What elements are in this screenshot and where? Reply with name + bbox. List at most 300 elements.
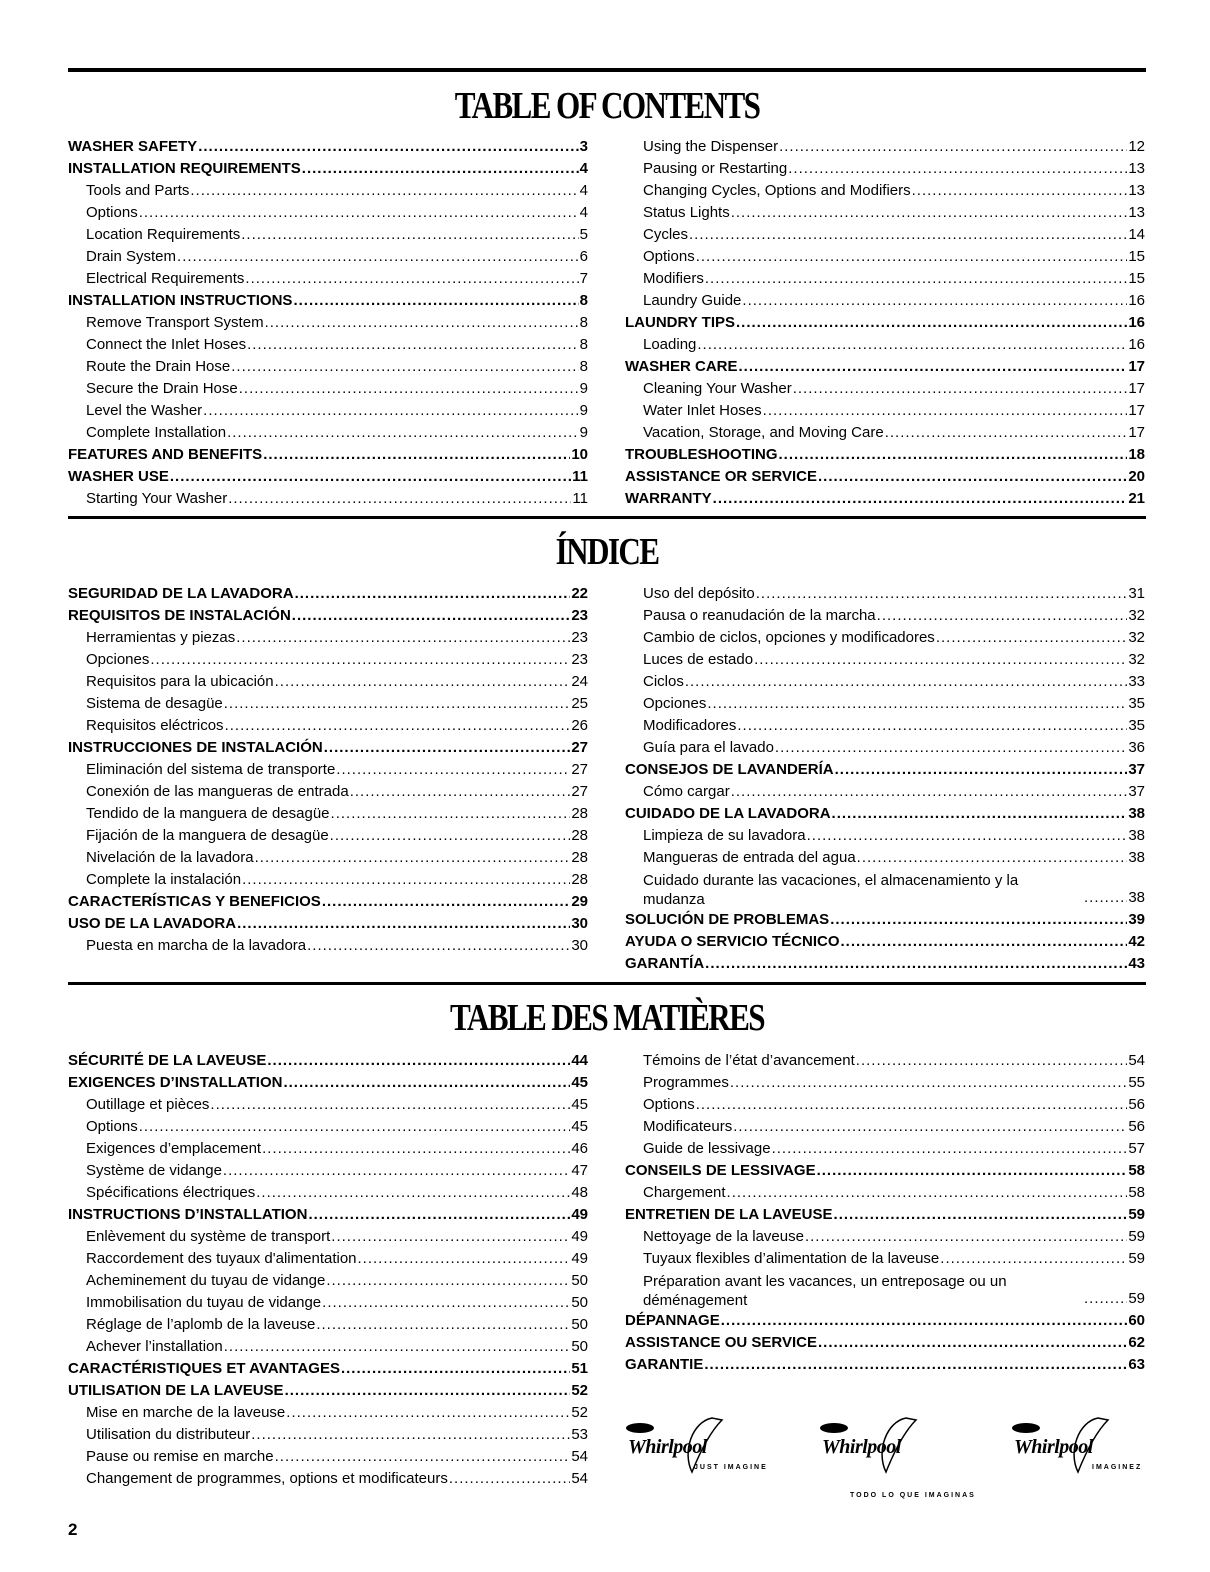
toc-entry	[625, 224, 1145, 246]
toc-entry-page: 30	[571, 915, 588, 932]
toc-entry-page: 17	[1128, 358, 1145, 375]
toc-leader-dots	[247, 334, 579, 356]
toc-entry	[625, 422, 1145, 444]
toc-entry	[625, 466, 1145, 488]
toc-leader-dots	[262, 1138, 570, 1160]
toc-entry	[68, 1468, 588, 1490]
toc-entry-page: 28	[571, 871, 588, 888]
toc-entry	[625, 825, 1145, 847]
toc-entry-label: ENTRETIEN DE LA LAVEUSE	[625, 1206, 833, 1223]
toc-entry-label: Uso del depósito	[643, 585, 755, 602]
logo-bottom-tagline: TODO LO QUE IMAGINAS	[850, 1492, 976, 1499]
toc-entry-label: Modificadores	[643, 717, 737, 734]
toc-entry-label: Pause ou remise en marche	[86, 1448, 274, 1465]
toc-leader-dots	[754, 649, 1127, 671]
toc-entry-page: 9	[579, 380, 588, 397]
toc-entry-page: 50	[571, 1294, 588, 1311]
logo-brand: Whirlpool	[628, 1436, 707, 1458]
toc-leader-dots	[731, 202, 1128, 224]
toc-entry-label: Cuidado durante las vacaciones, el almacenamiento y la mudanza	[643, 872, 1019, 908]
toc-entry	[68, 224, 588, 246]
toc-entry-label: WASHER CARE	[625, 358, 738, 375]
toc-col-right-es	[625, 583, 1145, 975]
toc-entry-label: Options	[643, 248, 695, 265]
toc-entry	[625, 1354, 1145, 1376]
toc-entry	[625, 1072, 1145, 1094]
toc-leader-dots	[805, 1226, 1127, 1248]
toc-entry-page: 37	[1128, 761, 1145, 778]
toc-entry-label: CONSEJOS DE LAVANDERÍA	[625, 761, 834, 778]
toc-leader-dots	[936, 627, 1128, 649]
toc-entry-page: 32	[1128, 607, 1145, 624]
toc-entry-page: 5	[579, 226, 588, 243]
toc-entry-page: 22	[571, 585, 588, 602]
toc-entry	[625, 356, 1145, 378]
toc-leader-dots	[256, 1182, 570, 1204]
toc-entry-label: UTILISATION DE LA LAVEUSE	[68, 1382, 284, 1399]
toc-entry	[68, 444, 588, 466]
toc-leader-dots	[739, 356, 1128, 378]
toc-entry-label: Pausa o reanudación de la marcha	[643, 607, 876, 624]
toc-leader-dots	[245, 268, 578, 290]
toc-entry-page: 43	[1128, 955, 1145, 972]
toc-entry	[68, 466, 588, 488]
toc-entry-page: 11	[572, 468, 588, 485]
toc-entry	[68, 246, 588, 268]
toc-entry	[68, 400, 588, 422]
toc-entry	[68, 1072, 588, 1094]
toc-entry	[68, 1182, 588, 1204]
toc-leader-dots	[775, 737, 1127, 759]
section-title-indice: ÍNDICE	[555, 531, 659, 573]
toc-entry-page: 32	[1128, 629, 1145, 646]
toc-leader-dots	[940, 1248, 1127, 1270]
toc-leader-dots	[727, 1182, 1128, 1204]
toc-entry-label: Location Requirements	[86, 226, 241, 243]
toc-entry-label: Complete la instalación	[86, 871, 242, 888]
toc-entry-page: 63	[1128, 1356, 1145, 1373]
toc-leader-dots	[737, 715, 1127, 737]
toc-leader-dots	[307, 935, 570, 957]
toc-entry-page: 9	[579, 424, 588, 441]
toc-leader-dots	[292, 605, 571, 627]
toc-leader-dots	[275, 1446, 571, 1468]
toc-entry-page: 27	[571, 783, 588, 800]
toc-leader-dots	[263, 444, 570, 466]
toc-entry-label: Loading	[643, 336, 697, 353]
toc-entry	[625, 737, 1145, 759]
toc-entry-label: ASSISTANCE OR SERVICE	[625, 468, 817, 485]
toc-col-right-fr	[625, 1050, 1145, 1376]
toc-leader-dots	[341, 1358, 570, 1380]
toc-entry-label: Tendido de la manguera de desagüe	[86, 805, 330, 822]
toc-entry	[68, 268, 588, 290]
toc-entry-page: 37	[1128, 783, 1145, 800]
toc-entry-page: 32	[1128, 651, 1145, 668]
toc-leader-dots	[295, 583, 571, 605]
toc-entry-label: Fijación de la manguera de desagüe	[86, 827, 329, 844]
toc-entry-label: REQUISITOS DE INSTALACIÓN	[68, 607, 291, 624]
toc-entry-label: Nettoyage de la laveuse	[643, 1228, 804, 1245]
toc-entry-label: INSTALLATION REQUIREMENTS	[68, 160, 301, 177]
toc-entry-label: Eliminación del sistema de transporte	[86, 761, 336, 778]
toc-entry-page: 54	[1128, 1052, 1145, 1069]
toc-leader-dots	[840, 931, 1127, 953]
toc-entry-label: SÉCURITÉ DE LA LAVEUSE	[68, 1052, 267, 1069]
toc-entry-label: Témoins de l’état d’avancement	[643, 1052, 855, 1069]
toc-entry-label: GARANTÍA	[625, 955, 705, 972]
toc-leader-dots	[689, 224, 1127, 246]
toc-leader-dots	[733, 1116, 1127, 1138]
toc-leader-dots	[275, 671, 571, 693]
toc-entry	[625, 378, 1145, 400]
toc-leader-dots	[857, 847, 1128, 869]
toc-entry-page: 58	[1128, 1184, 1145, 1201]
toc-entry-label: Conexión de las mangueras de entrada	[86, 783, 349, 800]
toc-entry-label: WARRANTY	[625, 490, 712, 507]
toc-entry-page: 24	[571, 673, 588, 690]
section-title-contents: TABLE OF CONTENTS	[454, 85, 760, 127]
toc-entry-page: 39	[1128, 911, 1145, 928]
toc-entry	[68, 202, 588, 224]
toc-entry-page: 30	[571, 937, 588, 954]
toc-entry	[68, 825, 588, 847]
toc-leader-dots	[227, 422, 579, 444]
toc-leader-dots	[210, 1094, 570, 1116]
toc-entry-page: 17	[1128, 380, 1145, 397]
toc-entry-label: Using the Dispenser	[643, 138, 779, 155]
toc-entry-page: 38	[1128, 805, 1145, 822]
toc-entry	[68, 1204, 588, 1226]
toc-entry-label: Cambio de ciclos, opciones y modificadores	[643, 629, 935, 646]
toc-entry-label: Requisitos para la ubicación	[86, 673, 274, 690]
toc-entry	[68, 869, 588, 891]
toc-leader-dots	[856, 1050, 1128, 1072]
toc-entry-page: 36	[1128, 739, 1145, 756]
toc-entry	[68, 935, 588, 957]
toc-leader-dots	[705, 953, 1127, 975]
toc-leader-dots	[731, 781, 1128, 803]
toc-entry-page: 44	[571, 1052, 588, 1069]
toc-entry	[68, 1314, 588, 1336]
toc-entry-page: 17	[1128, 424, 1145, 441]
toc-entry	[68, 180, 588, 202]
toc-leader-dots	[818, 1332, 1127, 1354]
section-title-matieres: TABLE DES MATIÈRES	[450, 997, 764, 1039]
toc-entry-label: INSTRUCTIONS D’INSTALLATION	[68, 1206, 308, 1223]
toc-entry	[68, 1138, 588, 1160]
toc-leader-dots	[331, 803, 571, 825]
toc-leader-dots	[223, 1160, 570, 1182]
toc-entry	[68, 1160, 588, 1182]
toc-entry-page: 28	[571, 849, 588, 866]
toc-entry	[625, 312, 1145, 334]
toc-entry-label: Puesta en marcha de la lavadora	[86, 937, 307, 954]
toc-entry-label: Complete Installation	[86, 424, 227, 441]
toc-entry-label: WASHER USE	[68, 468, 169, 485]
toc-entry-label: Status Lights	[643, 204, 730, 221]
toc-entry-page: 56	[1128, 1096, 1145, 1113]
toc-leader-dots	[170, 466, 571, 488]
toc-entry-label: Herramientas y piezas	[86, 629, 236, 646]
toc-entry-page: 8	[579, 314, 588, 331]
toc-entry-label: DÉPANNAGE	[625, 1312, 720, 1329]
toc-entry-page: 8	[579, 358, 588, 375]
toc-entry-page: 23	[571, 607, 588, 624]
toc-leader-dots	[350, 781, 571, 803]
toc-entry	[68, 737, 588, 759]
toc-entry	[625, 649, 1145, 671]
toc-entry	[68, 1226, 588, 1248]
toc-entry	[68, 1402, 588, 1424]
toc-entry-page: 57	[1128, 1140, 1145, 1157]
toc-entry	[68, 378, 588, 400]
toc-entry-label: Cycles	[643, 226, 689, 243]
toc-entry	[625, 1204, 1145, 1226]
whirlpool-logo-1	[622, 1412, 772, 1482]
toc-entry-label: Options	[643, 1096, 695, 1113]
toc-entry-page: 58	[1128, 1162, 1145, 1179]
toc-leader-dots	[241, 224, 578, 246]
toc-entry-label: WASHER SAFETY	[68, 138, 198, 155]
toc-entry-label: Starting Your Washer	[86, 490, 228, 507]
toc-entry-label: Water Inlet Hoses	[643, 402, 762, 419]
toc-entry-label: Enlèvement du système de transport	[86, 1228, 331, 1245]
toc-leader-dots	[779, 136, 1127, 158]
toc-entry-page: 38	[1128, 849, 1145, 866]
toc-entry-page: 21	[1128, 490, 1145, 507]
toc-entry-page: 54	[571, 1470, 588, 1487]
toc-entry-page: 18	[1128, 446, 1145, 463]
toc-entry-label: Achever l’installation	[86, 1338, 223, 1355]
toc-leader-dots	[772, 1138, 1128, 1160]
toc-entry-page: 38	[1128, 827, 1145, 844]
toc-entry	[625, 268, 1145, 290]
top-rule	[68, 68, 1146, 72]
toc-entry-label: Ciclos	[643, 673, 684, 690]
toc-entry-label: Options	[86, 204, 138, 221]
toc-entry	[68, 759, 588, 781]
toc-leader-dots	[707, 693, 1127, 715]
toc-leader-dots	[242, 869, 570, 891]
toc-leader-dots	[730, 1072, 1127, 1094]
toc-entry	[68, 1358, 588, 1380]
toc-leader-dots	[330, 825, 571, 847]
toc-leader-dots	[239, 378, 579, 400]
toc-leader-dots	[322, 1292, 570, 1314]
toc-entry	[68, 891, 588, 913]
toc-entry	[68, 422, 588, 444]
toc-entry-label: Cómo cargar	[643, 783, 730, 800]
toc-entry-page: 54	[571, 1448, 588, 1465]
toc-entry	[68, 1292, 588, 1314]
page-number: 2	[68, 1520, 78, 1539]
toc-entry	[68, 1424, 588, 1446]
toc-entry-page: 7	[579, 270, 588, 287]
toc-entry-page: 25	[571, 695, 588, 712]
toc-entry-label: Requisitos eléctricos	[86, 717, 224, 734]
toc-entry-page: 6	[579, 248, 588, 265]
toc-entry-label: Drain System	[86, 248, 177, 265]
toc-entry-label: Options	[86, 1118, 138, 1135]
toc-entry	[625, 1332, 1145, 1354]
toc-entry-page: 52	[571, 1382, 588, 1399]
toc-leader-dots	[224, 693, 571, 715]
toc-entry	[68, 1050, 588, 1072]
toc-entry-page: 59	[1128, 1228, 1145, 1245]
toc-entry-label: Pausing or Restarting	[643, 160, 788, 177]
toc-entry-label: Mise en marche de la laveuse	[86, 1404, 286, 1421]
toc-entry-page: 3	[579, 138, 588, 155]
toc-entry	[68, 136, 588, 158]
toc-entry-page: 4	[579, 204, 588, 221]
toc-entry-page: 20	[1128, 468, 1145, 485]
toc-leader-dots	[203, 400, 578, 422]
toc-leader-dots	[236, 627, 570, 649]
toc-entry-label: Utilisation du distributeur	[86, 1426, 251, 1443]
toc-entry-label: Tools and Parts	[86, 182, 190, 199]
toc-entry	[625, 202, 1145, 224]
toc-entry-label: Réglage de l’aplomb de la laveuse	[86, 1316, 316, 1333]
toc-entry-label: EXIGENCES D’INSTALLATION	[68, 1074, 283, 1091]
toc-entry	[625, 246, 1145, 268]
toc-leader-dots	[793, 378, 1128, 400]
toc-entry-label: CUIDADO DE LA LAVADORA	[625, 805, 831, 822]
toc-entry-page: 33	[1128, 673, 1145, 690]
toc-leader-dots	[322, 891, 571, 913]
toc-entry-page: 53	[571, 1426, 588, 1443]
toc-entry	[625, 671, 1145, 693]
toc-entry-page: 45	[571, 1096, 588, 1113]
toc-entry-page: 48	[571, 1184, 588, 1201]
toc-entry	[625, 290, 1145, 312]
toc-entry	[625, 1160, 1145, 1182]
logo-tagline: IMAGINEZ	[1092, 1464, 1143, 1471]
toc-entry	[625, 627, 1145, 649]
toc-entry-page: 28	[571, 805, 588, 822]
toc-entry-label: GARANTIE	[625, 1356, 704, 1373]
toc-entry	[625, 953, 1145, 975]
toc-leader-dots	[912, 180, 1128, 202]
toc-entry-page: 8	[579, 336, 588, 353]
toc-entry	[625, 1270, 1145, 1310]
toc-entry-page: 15	[1128, 270, 1145, 287]
toc-entry-label: Level the Washer	[86, 402, 203, 419]
toc-col-left-en	[68, 136, 588, 510]
toc-leader-dots	[331, 1226, 570, 1248]
whirlpool-logo-2	[816, 1412, 966, 1482]
toc-entry-label: Raccordement des tuyaux d'alimentation	[86, 1250, 357, 1267]
toc-entry-page: 31	[1128, 585, 1145, 602]
toc-entry-page: 23	[571, 651, 588, 668]
toc-entry-label: Modifiers	[643, 270, 704, 287]
toc-entry-page: 45	[571, 1118, 588, 1135]
toc-entry-page: 4	[579, 182, 588, 199]
toc-leader-dots	[336, 759, 570, 781]
toc-entry-page: 56	[1128, 1118, 1145, 1135]
toc-leader-dots	[685, 671, 1127, 693]
toc-entry	[625, 583, 1145, 605]
logo-brand: Whirlpool	[822, 1436, 901, 1458]
toc-leader-dots	[177, 246, 579, 268]
toc-leader-dots	[139, 1116, 571, 1138]
toc-leader-dots	[818, 466, 1127, 488]
toc-leader-dots	[224, 1336, 571, 1358]
toc-entry	[625, 1050, 1145, 1072]
toc-entry	[625, 605, 1145, 627]
toc-entry-label: INSTRUCCIONES DE INSTALACIÓN	[68, 739, 323, 756]
toc-entry-page: 49	[571, 1250, 588, 1267]
toc-entry	[625, 1182, 1145, 1204]
toc-entry-label: Luces de estado	[643, 651, 754, 668]
toc-entry-label: Programmes	[643, 1074, 729, 1091]
toc-entry	[625, 488, 1145, 510]
toc-entry	[625, 1310, 1145, 1332]
toc-entry-label: CARACTÉRISTIQUES ET AVANTAGES	[68, 1360, 340, 1377]
toc-entry-page: 50	[571, 1338, 588, 1355]
toc-entry	[68, 649, 588, 671]
toc-entry	[625, 1094, 1145, 1116]
toc-entry	[625, 869, 1145, 909]
toc-entry-label: LAUNDRY TIPS	[625, 314, 736, 331]
toc-leader-dots	[237, 913, 570, 935]
toc-leader-dots	[832, 803, 1128, 825]
toc-entry	[625, 1116, 1145, 1138]
toc-entry-page: 49	[571, 1228, 588, 1245]
toc-entry-label: Acheminement du tuyau de vidange	[86, 1272, 326, 1289]
toc-entry-page: 4	[579, 160, 588, 177]
toc-entry	[625, 136, 1145, 158]
toc-entry-label: AYUDA O SERVICIO TÉCNICO	[625, 933, 840, 950]
toc-entry-page: 16	[1128, 314, 1145, 331]
toc-entry-page: 13	[1128, 182, 1145, 199]
toc-leader-dots	[324, 737, 571, 759]
toc-entry	[68, 1094, 588, 1116]
toc-entry	[68, 693, 588, 715]
toc-leader-dots	[285, 1380, 571, 1402]
toc-leader-dots	[877, 605, 1128, 627]
toc-entry-label: Connect the Inlet Hoses	[86, 336, 247, 353]
whirlpool-logo-3	[1008, 1412, 1158, 1482]
rule-matieres	[68, 982, 1146, 985]
toc-leader-dots	[231, 356, 578, 378]
toc-entry-label: CARACTERÍSTICAS Y BENEFICIOS	[68, 893, 321, 910]
toc-leader-dots	[198, 136, 578, 158]
toc-entry-label: Système de vidange	[86, 1162, 222, 1179]
toc-leader-dots	[756, 583, 1128, 605]
toc-entry	[68, 1270, 588, 1292]
toc-entry-page: 47	[571, 1162, 588, 1179]
toc-entry-label: Préparation avant les vacances, un entreposage ou un déménagement	[643, 1273, 1007, 1309]
toc-entry	[625, 400, 1145, 422]
toc-leader-dots	[1084, 1288, 1127, 1310]
toc-entry-page: 26	[571, 717, 588, 734]
toc-entry-label: TROUBLESHOOTING	[625, 446, 778, 463]
toc-entry-page: 35	[1128, 717, 1145, 734]
toc-leader-dots	[713, 488, 1128, 510]
toc-leader-dots	[139, 202, 579, 224]
toc-leader-dots	[150, 649, 570, 671]
toc-leader-dots	[308, 1204, 570, 1226]
toc-entry	[68, 847, 588, 869]
toc-entry-page: 10	[571, 446, 588, 463]
toc-entry-label: Exigences d’emplacement	[86, 1140, 262, 1157]
toc-entry	[625, 803, 1145, 825]
toc-entry-page: 42	[1128, 933, 1145, 950]
toc-entry	[68, 488, 588, 510]
toc-entry-label: Cleaning Your Washer	[643, 380, 792, 397]
toc-leader-dots	[267, 1050, 570, 1072]
